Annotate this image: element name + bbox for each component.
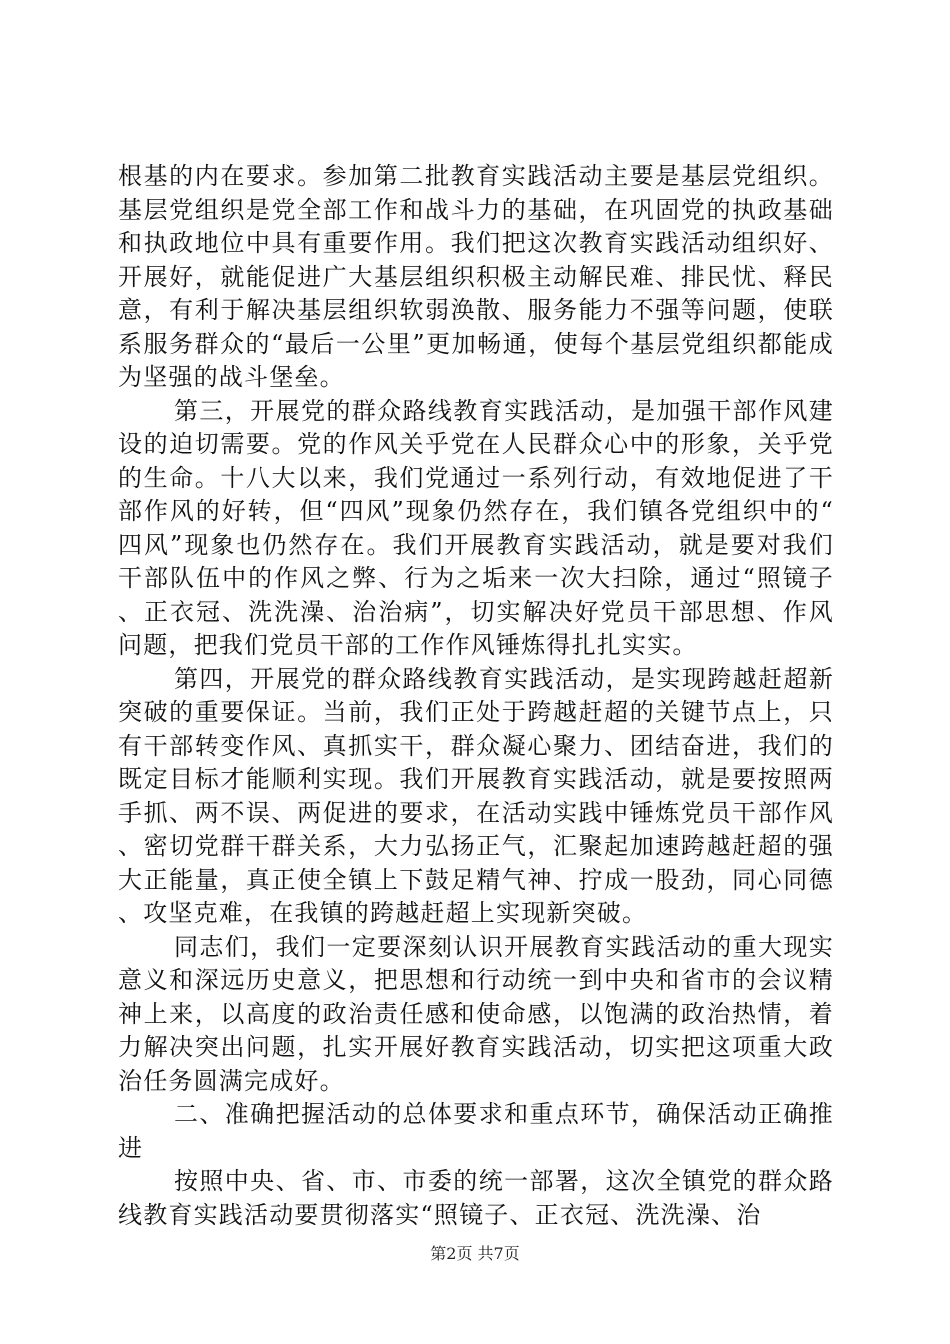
paragraph-6: 按照中央、省、市、市委的统一部署，这次全镇党的群众路线教育实践活动要贯彻落实“照镜子、正衣冠、洗洗澡、治 bbox=[118, 1167, 834, 1229]
document-body bbox=[118, 160, 834, 1232]
paragraph-2: 第三，开展党的群众路线教育实践活动，是加强干部作风建设的迫切需要。党的作风关乎党在人民群众心中的形象，关乎党的生命。十八大以来，我们党通过一系列行动，有效地促进了干部作风的好转，但“四风”现象仍然存在，我们镇各党组织中的“四风”现象也仍然存在。我们开展教育实践活动，就是要对我们干部队伍中的作风之弊、行为之垢来一次大扫除，通过“照镜子、正衣冠、洗洗澡、治治病”，切实解决好党员干部思想、作风问题，把我们党员干部的工作作风锤炼得扎扎实实。 bbox=[118, 396, 834, 659]
paragraph-3: 第四，开展党的群众路线教育实践活动，是实现跨越赶超新突破的重要保证。当前，我们正处于跨越赶超的关键节点上，只有干部转变作风、真抓实干，群众凝心聚力、团结奋进，我们的既定目标才能顺利实现。我们开展教育实践活动，就是要按照两手抓、两不误、两促进的要求，在活动实践中锤炼党员干部作风、密切党群干群关系，大力弘扬正气，汇聚起加速跨越赶超的强大正能量，真正使全镇上下鼓足精气神、拧成一股劲，同心同德、攻坚克难，在我镇的跨越赶超上实现新突破。 bbox=[118, 664, 834, 927]
paragraph-4: 同志们，我们一定要深刻认识开展教育实践活动的重大现实意义和深远历史意义，把思想和行动统一到中央和省市的会议精神上来，以高度的政治责任感和使命感，以饱满的政治热情，着力解决突出问题，扎实开展好教育实践活动，切实把这项重大政治任务圆满完成好。 bbox=[118, 932, 834, 1095]
paragraph-1: 根基的内在要求。参加第二批教育实践活动主要是基层党组织。基层党组织是党全部工作和战斗力的基础，在巩固党的执政基础和执政地位中具有重要作用。我们把这次教育实践活动组织好、开展好，就能促进广大基层组织积极主动解民难、排民忧、释民意，有利于解决基层组织软弱涣散、服务能力不强等问题，使联系服务群众的“最后一公里”更加畅通，使每个基层党组织都能成为坚强的战斗堡垒。 bbox=[118, 162, 834, 391]
section-heading: 二、准确把握活动的总体要求和重点环节，确保活动正确推进 bbox=[118, 1100, 834, 1162]
page-footer: 第2页 共7页 bbox=[430, 1244, 520, 1263]
